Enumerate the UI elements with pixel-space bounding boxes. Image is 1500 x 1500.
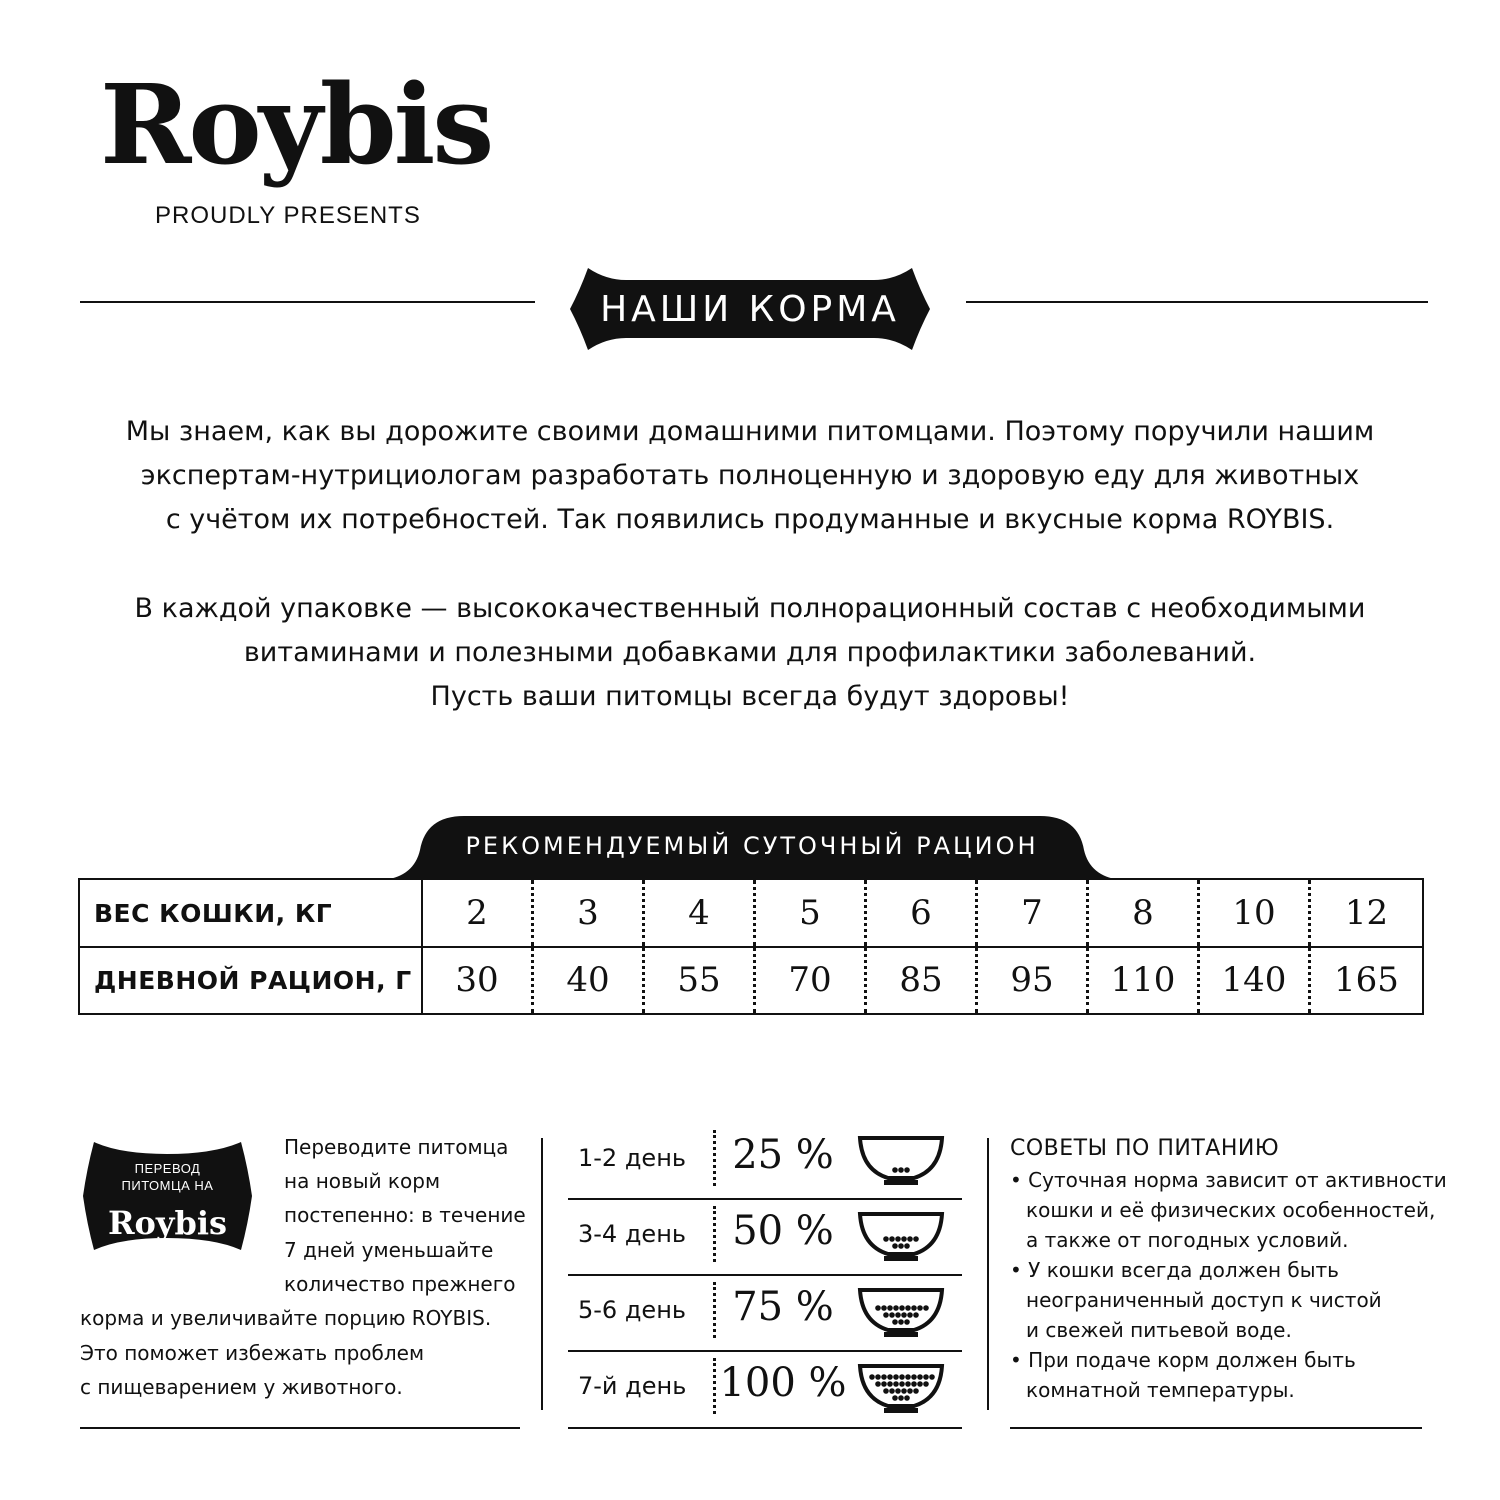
food-pellet [911, 1381, 917, 1387]
food-pellet [892, 1319, 898, 1325]
food-pellet [923, 1381, 929, 1387]
transition-badge-line: ПИТОМЦА НА [121, 1178, 214, 1193]
food-pellet [892, 1243, 898, 1249]
schedule-day: 3-4 день [578, 1220, 687, 1248]
weight-row-label: ВЕС КОШКИ, КГ [80, 880, 423, 946]
food-pellet [883, 1236, 889, 1242]
food-pellet [875, 1381, 881, 1387]
weight-row [80, 880, 1422, 948]
ration-row [80, 947, 1422, 1013]
intro-paragraph-2 [100, 587, 1400, 719]
brand-tagline: PROUDLY PRESENTS [155, 202, 421, 229]
food-pellet [899, 1305, 905, 1311]
transition-badge-text [80, 1160, 255, 1194]
food-pellet [893, 1381, 899, 1387]
food-pellet [875, 1305, 881, 1311]
intro-line: экспертам-нутрициологам разработать полноценную и здоровую еду для животных [140, 460, 1360, 491]
food-pellet [881, 1381, 887, 1387]
ration-table [78, 878, 1424, 1015]
footer-rule-right [1010, 1427, 1422, 1429]
weight-cell: 5 [756, 880, 867, 946]
food-pellet [913, 1312, 919, 1318]
tips-line: • При подаче корм должен быть [1010, 1348, 1356, 1372]
food-pellet [904, 1319, 910, 1325]
food-pellet [911, 1305, 917, 1311]
transition-text-line: на новый корм [284, 1169, 441, 1193]
food-pellet [881, 1305, 887, 1311]
footer-rule-left [80, 1427, 520, 1429]
food-pellet [887, 1374, 893, 1380]
intro-line: витаминами и полезными добавками для профилактики заболеваний. [243, 637, 1257, 668]
weight-cell: 8 [1089, 880, 1200, 946]
food-pellet [889, 1236, 895, 1242]
food-pellet [898, 1167, 904, 1173]
column-separator [987, 1138, 989, 1410]
transition-text-line: постепенно: в течение [284, 1203, 526, 1227]
schedule-dotted-divider [713, 1206, 716, 1262]
food-pellet [905, 1374, 911, 1380]
food-pellet [899, 1381, 905, 1387]
ration-cell: 110 [1089, 947, 1200, 1013]
food-pellet [901, 1388, 907, 1394]
food-pellet [904, 1243, 910, 1249]
bowl-icon [856, 1358, 946, 1418]
food-pellet [907, 1312, 913, 1318]
food-pellet [889, 1388, 895, 1394]
food-pellet [893, 1305, 899, 1311]
tips-title: СОВЕТЫ ПО ПИТАНИЮ [1010, 1136, 1280, 1161]
food-pellet [929, 1374, 935, 1380]
food-pellet [883, 1312, 889, 1318]
tips-line: кошки и её физических особенностей, [1026, 1198, 1436, 1222]
schedule-row [568, 1200, 962, 1276]
tips-line: и свежей питьевой воде. [1026, 1318, 1292, 1342]
food-pellet [889, 1312, 895, 1318]
food-pellet [911, 1374, 917, 1380]
tips-line: • У кошки всегда должен быть [1010, 1258, 1339, 1282]
ration-cell: 140 [1200, 947, 1311, 1013]
food-pellet [887, 1305, 893, 1311]
food-pellet [904, 1395, 910, 1401]
schedule-day: 5-6 день [578, 1296, 687, 1324]
transition-badge-line: ПЕРЕВОД [134, 1161, 201, 1176]
food-pellet [898, 1319, 904, 1325]
tips-line: комнатной температуры. [1026, 1378, 1295, 1402]
food-pellet [869, 1374, 875, 1380]
bowl-icon [856, 1206, 946, 1266]
intro-line: с учётом их потребностей. Так появились продуманные и вкусные корма ROYBIS. [165, 504, 1335, 535]
ration-cell: 55 [645, 947, 756, 1013]
ration-row-label: ДНЕВНОЙ РАЦИОН, Г [80, 947, 423, 1013]
weight-cell: 7 [978, 880, 1089, 946]
intro-line: Мы знаем, как вы дорожите своими домашними питомцами. Поэтому поручили нашим [125, 416, 1375, 447]
ration-title: РЕКОМЕНДУЕМЫЙ СУТОЧНЫЙ РАЦИОН [465, 832, 1039, 860]
intro-line: Пусть ваши питомцы всегда будут здоровы! [430, 681, 1070, 712]
food-pellet [892, 1395, 898, 1401]
food-pellet [905, 1381, 911, 1387]
header-rule-right [966, 301, 1428, 303]
food-pellet [892, 1167, 898, 1173]
schedule-dotted-divider [713, 1282, 716, 1338]
food-pellet [893, 1374, 899, 1380]
food-pellet [904, 1167, 910, 1173]
schedule-row [568, 1124, 962, 1200]
food-pellet [875, 1374, 881, 1380]
food-pellet [895, 1388, 901, 1394]
food-pellet [907, 1388, 913, 1394]
weight-cell: 10 [1200, 880, 1311, 946]
food-pellet [923, 1305, 929, 1311]
brand-logo: Roybis [100, 60, 492, 189]
food-pellet [881, 1374, 887, 1380]
weight-cell: 3 [534, 880, 645, 946]
schedule-row [568, 1276, 962, 1352]
column-separator [541, 1138, 543, 1410]
weight-cell: 12 [1344, 893, 1389, 933]
transition-text-line: Это поможет избежать проблем [80, 1341, 425, 1365]
ration-cell: 40 [534, 947, 645, 1013]
weight-cell: 4 [645, 880, 756, 946]
schedule-percent: 50 % [732, 1208, 834, 1254]
schedule-dotted-divider [713, 1358, 716, 1414]
schedule-day: 7-й день [578, 1372, 687, 1400]
food-pellet [917, 1381, 923, 1387]
tips-line: • Суточная норма зависит от активности [1010, 1168, 1447, 1192]
transition-text-line: Переводите питомца [284, 1135, 509, 1159]
schedule-day: 1-2 день [578, 1144, 687, 1172]
schedule-percent: 75 % [732, 1284, 834, 1330]
food-pellet [899, 1374, 905, 1380]
bowl-icon [856, 1130, 946, 1190]
ration-cell: 30 [423, 947, 534, 1013]
ration-cell: 95 [978, 947, 1089, 1013]
transition-text-line: количество прежнего [284, 1272, 516, 1296]
footer-rule-middle [568, 1427, 962, 1429]
schedule-row [568, 1352, 962, 1426]
food-pellet [883, 1388, 889, 1394]
ration-cell: 70 [756, 947, 867, 1013]
intro-line: В каждой упаковке — высококачественный полнорационный состав с необходимыми [134, 593, 1366, 624]
schedule-percent: 25 % [732, 1132, 834, 1178]
food-pellet [917, 1374, 923, 1380]
food-pellet [913, 1388, 919, 1394]
schedule-dotted-divider [713, 1130, 716, 1186]
food-pellet [901, 1312, 907, 1318]
schedule-percent: 100 % [719, 1360, 847, 1406]
transition-badge-logo: Roybis [107, 1204, 228, 1242]
weight-cell: 6 [867, 880, 978, 946]
food-pellet [898, 1243, 904, 1249]
transition-text-line: 7 дней уменьшайте [284, 1238, 494, 1262]
food-pellet [887, 1381, 893, 1387]
intro-paragraph-1 [100, 410, 1400, 542]
food-pellet [895, 1312, 901, 1318]
food-pellet [901, 1236, 907, 1242]
food-pellet [923, 1374, 929, 1380]
transition-text-line: корма и увеличивайте порцию ROYBIS. [80, 1306, 492, 1330]
food-pellet [917, 1305, 923, 1311]
food-pellet [907, 1236, 913, 1242]
ration-cell: 165 [1334, 960, 1399, 1000]
bowl-icon [856, 1282, 946, 1342]
tips-line: неограниченный доступ к чистой [1026, 1288, 1382, 1312]
weight-cell: 2 [423, 880, 534, 946]
transition-text-line: с пищеварением у животного. [80, 1375, 403, 1399]
food-pellet [898, 1395, 904, 1401]
food-pellet [895, 1236, 901, 1242]
header-rule-left [80, 301, 535, 303]
food-pellet [913, 1236, 919, 1242]
section-title: НАШИ КОРМА [600, 288, 900, 330]
food-pellet [905, 1305, 911, 1311]
tips-line: а также от погодных условий. [1026, 1228, 1349, 1252]
ration-cell: 85 [867, 947, 978, 1013]
